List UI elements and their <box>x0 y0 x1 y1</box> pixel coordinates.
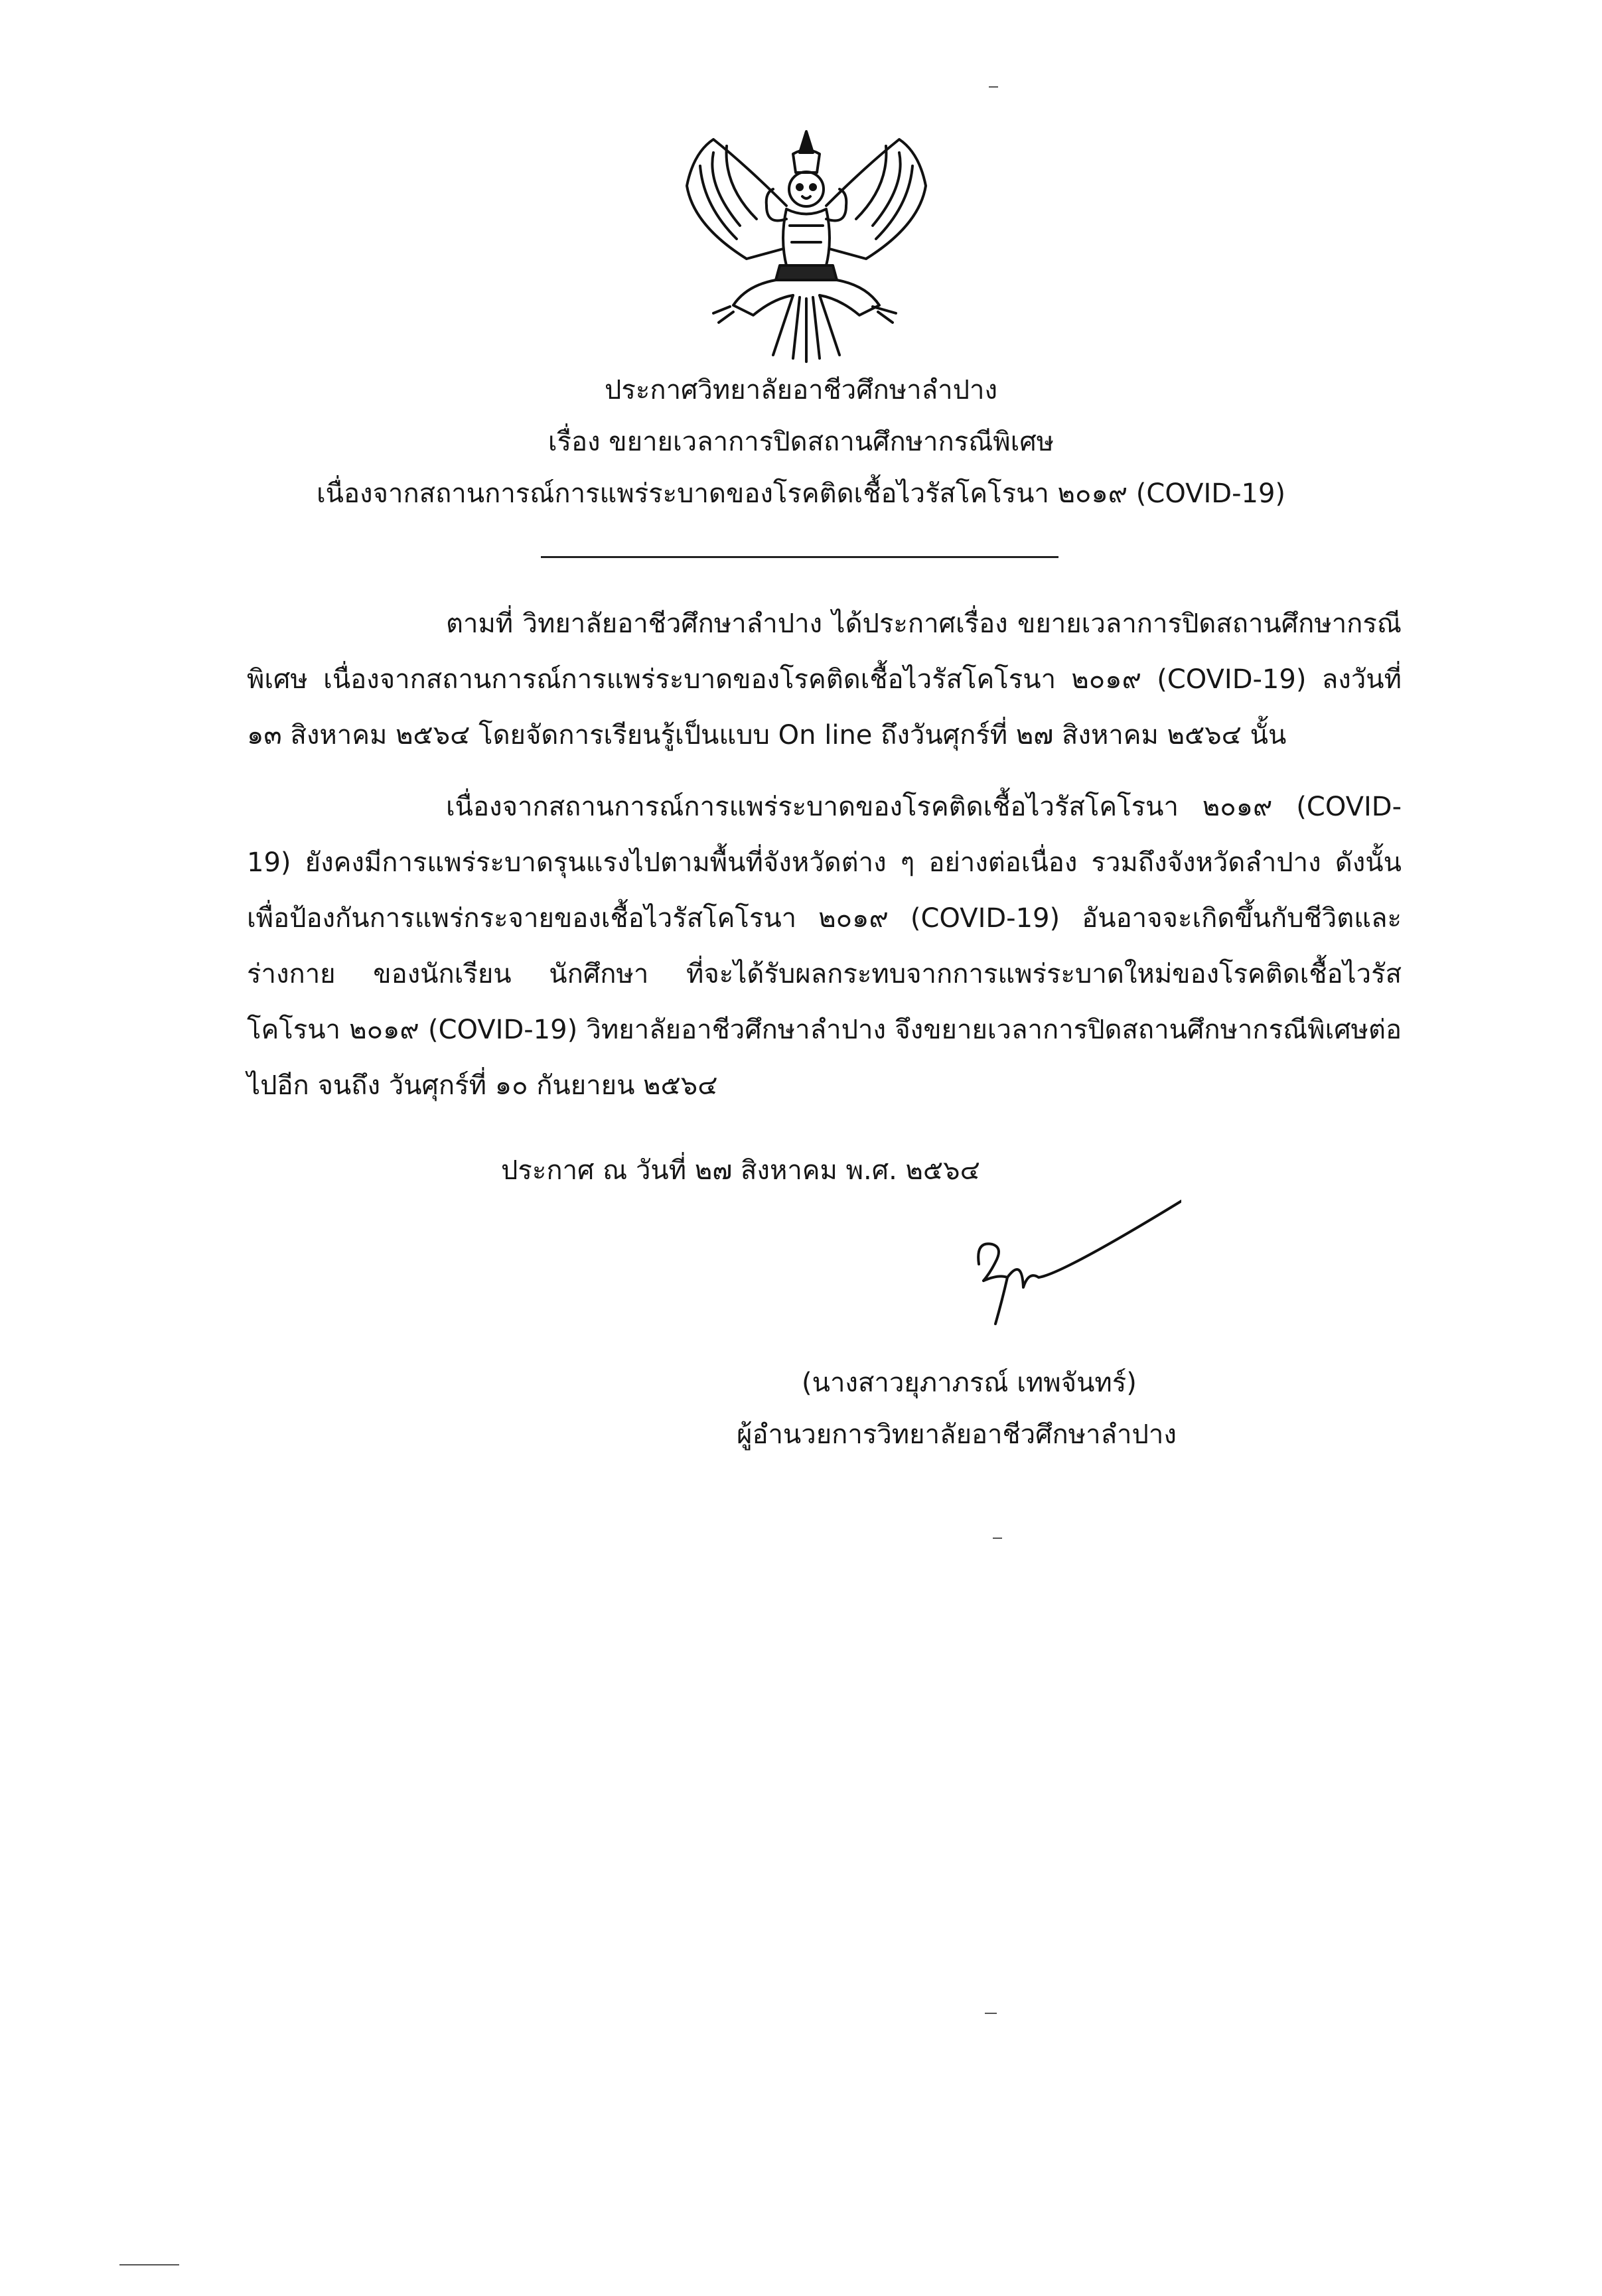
body-paragraph-1 <box>247 596 1402 763</box>
scan-speck <box>989 86 998 88</box>
announcement-title: ประกาศวิทยาลัยอาชีวศึกษาลำปาง <box>605 375 997 405</box>
signatory-name: (นางสาวยุภาภรณ์ เทพจันทร์) <box>802 1368 1137 1398</box>
header-divider <box>541 556 1058 558</box>
announcement-date: ประกาศ ณ วันที่ ๒๗ สิงหาคม พ.ศ. ๒๕๖๔ <box>501 1155 980 1186</box>
signatory-position: ผู้อำนวยการวิทยาลัยอาชีวศึกษาลำปาง <box>737 1419 1177 1450</box>
body-paragraph-2 <box>247 779 1402 1113</box>
scan-speck <box>985 2013 997 2014</box>
body-paragraph-2-text: เนื่องจากสถานการณ์การแพร่ระบาดของโรคติดเชื้อไวรัสโคโรนา ๒๐๑๙ (COVID-19) ยังคงมีการแพร่ระบาดรุนแรงไปตามพื้นที่จังหวัดต่าง ๆ อย่างต่อเนื่อง รวมถึงจังหวัดลำปาง ดังนั้น เพื่อป้องกันการแพร่กระจายของเชื้อไวรัสโคโรนา ๒๐๑๙ (COVID-19) อันอาจจะเกิดขึ้นกับชีวิตและร่างกาย ของนักเรียน นักศึกษา ที่จะได้รับผลกระทบจากการแพร่ระบาดใหม่ของโรคติดเชื้อไวรัสโคโรนา ๒๐๑๙ (COVID-19) วิทยาลัยอาชีวศึกษาลำปาง จึงขยายเวลาการปิดสถานศึกษากรณีพิเศษต่อไปอีก จนถึง วันศุกร์ที่ ๑๐ กันยายน ๒๕๖๔ <box>247 792 1402 1101</box>
garuda-emblem-icon <box>667 126 946 365</box>
scan-speck <box>993 1538 1002 1539</box>
signature-icon <box>929 1188 1181 1340</box>
body-paragraph-1-text: ตามที่ วิทยาลัยอาชีวศึกษาลำปาง ได้ประกาศเรื่อง ขยายเวลาการปิดสถานศึกษากรณีพิเศษ เนื่องจากสถานการณ์การแพร่ระบาดของโรคติดเชื้อไวรัสโคโรนา ๒๐๑๙ (COVID-19) ลงวันที่ ๑๓ สิงหาคม ๒๕๖๔ โดยจัดการเรียนรู้เป็นแบบ On line ถึงวันศุกร์ที่ ๒๗ สิงหาคม ๒๕๖๔ นั้น <box>247 609 1402 751</box>
scan-speck <box>119 2264 179 2265</box>
announcement-subject-detail: เนื่องจากสถานการณ์การแพร่ระบาดของโรคติดเชื้อไวรัสโคโรนา ๒๐๑๙ (COVID-19) <box>316 478 1286 509</box>
announcement-subject: เรื่อง ขยายเวลาการปิดสถานศึกษากรณีพิเศษ <box>547 427 1055 457</box>
